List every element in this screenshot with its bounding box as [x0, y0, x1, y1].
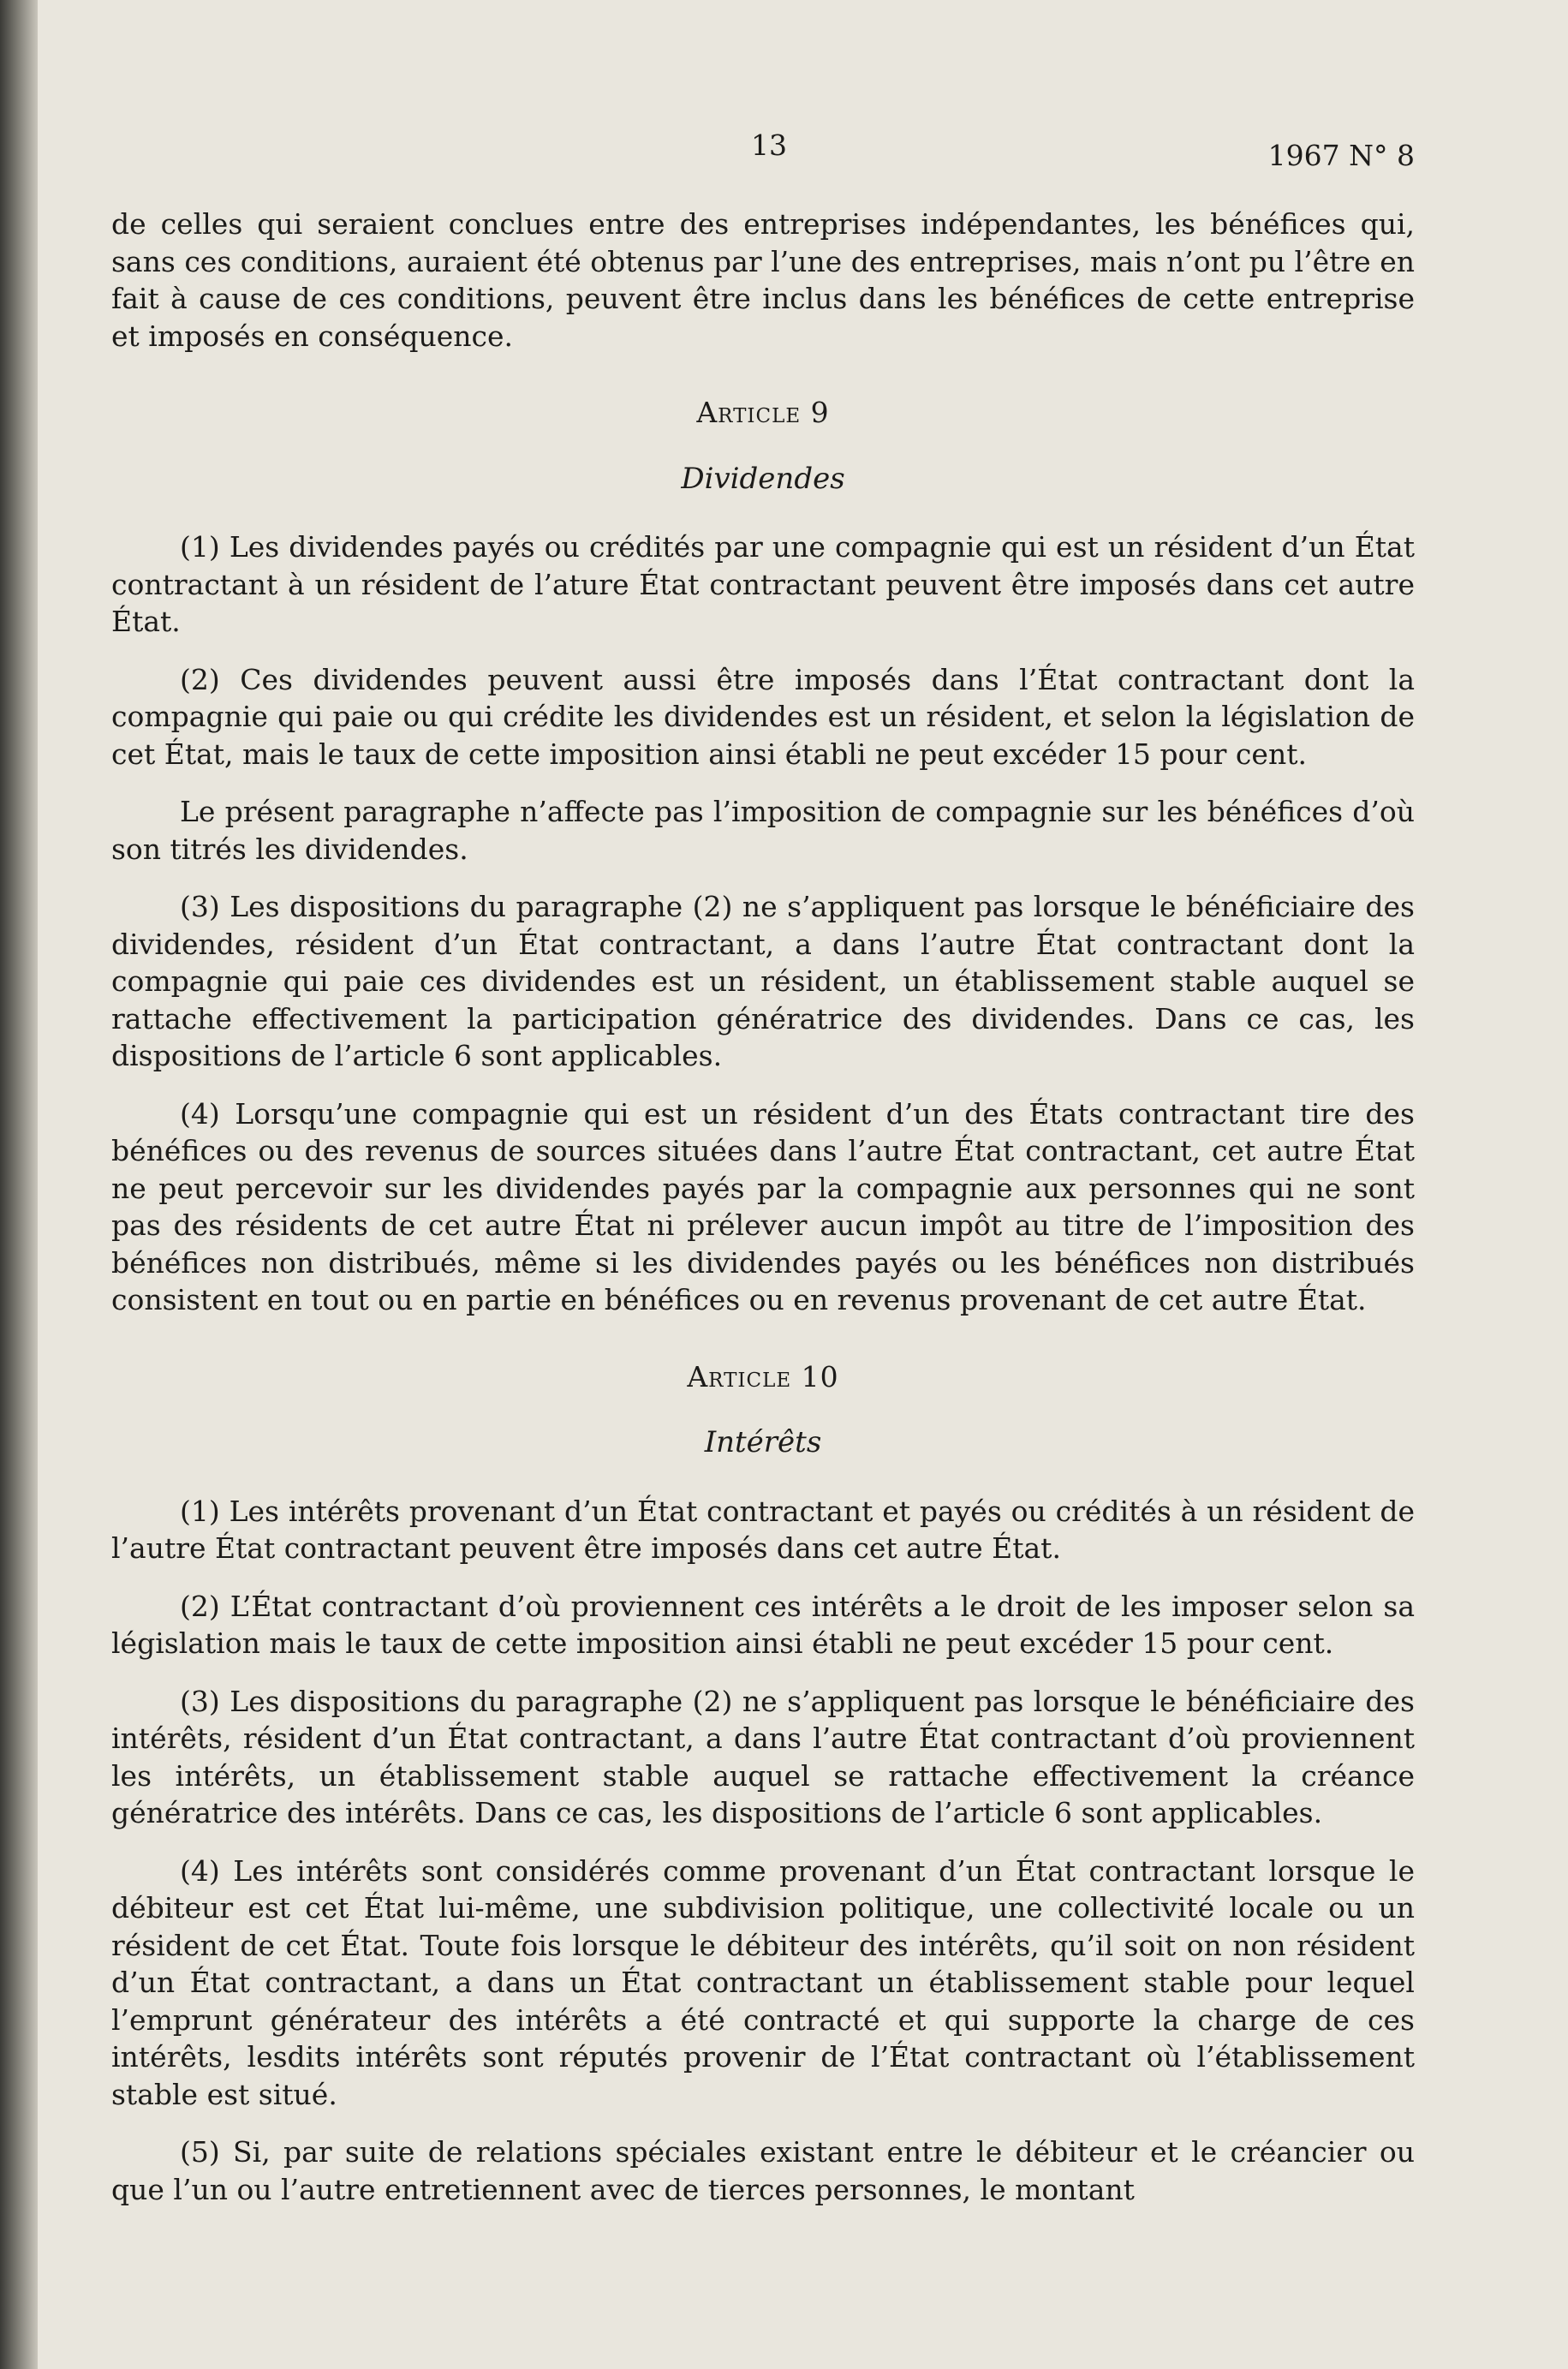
article-9-heading: Article 9 — [696, 396, 830, 429]
page-number: 13 — [751, 128, 787, 162]
opening-paragraph: de celles qui seraient conclues entre des entreprises indépendantes, les bénéfices qui, sans ces conditions, auraient été obtenus par l’une des entreprises, mais n’ont pu l’être en fait à cause de ces conditions, peuvent être inclus dans les bénéfices de cette entreprise et imposés en conséquence. — [111, 207, 1415, 353]
article-10-paragraph-1: (1) Les intérêts provenant d’un État contractant et payés ou crédités à un résident de l’autre État contractant peuvent être imposés dans cet autre État. — [111, 1494, 1415, 1565]
article-10-paragraph-2: (2) L’État contractant d’où proviennent ces intérêts a le droit de les imposer selon sa législation mais le taux de cette imposition ainsi établi ne peut excéder 15 pour cent. — [111, 1589, 1415, 1660]
article-9-paragraph-1: (1) Les dividendes payés ou crédités par une compagnie qui est un résident d’un État contractant à un résident de l’ature État contractant peuvent être imposés dans cet autre État. — [111, 530, 1415, 638]
article-10-paragraph-4: (4) Les intérêts sont considérés comme provenant d’un État contractant lorsque le débiteur est cet État lui-même, une subdivision politique, une collectivité locale ou un résident de cet État. Toute fois lorsque le débiteur des intérêts, qu’il soit on non résident d’un État contractant, a dans un État contractant un établissement stable pour lequel l’emprunt générateur des intérêts a été contracté et qui supporte la charge de ces intérêts, lesdits intérêts sont réputés provenir de l’État contractant où l’établissement stable est situé. — [111, 1853, 1415, 2111]
body-text — [111, 206, 1415, 2208]
article-9-paragraph-2-continuation: Le présent paragraphe n’affecte pas l’imposition de compagnie sur les bénéfices d’où son titrés les dividendes. — [111, 795, 1415, 866]
article-9-title: Dividendes — [681, 461, 845, 496]
document-page — [111, 128, 1415, 2229]
article-9-paragraph-2: (2) Ces dividendes peuvent aussi être imposés dans l’État contractant dont la compagnie qui paie ou qui crédite les dividendes est un résident, et selon la législation de cet État, mais le taux de cette imposition ainsi établi ne peut excéder 15 pour cent. — [111, 662, 1415, 771]
article-10-title: Intérêts — [704, 1425, 822, 1459]
book-binding-shadow — [0, 0, 38, 2369]
article-9-paragraph-3: (3) Les dispositions du paragraphe (2) ne s’appliquent pas lorsque le bénéficiaire des dividendes, résident d’un État contractant, a dans l’autre État contractant dont la compagnie qui paie ces dividendes est un résident, un établissement stable auquel se rattache effectivement la participation génératrice des dividendes. Dans ce cas, les dispositions de l’article 6 sont applicables. — [111, 890, 1415, 1072]
article-10-heading: Article 10 — [687, 1359, 839, 1393]
article-9-paragraph-4: (4) Lorsqu’une compagnie qui est un résident d’un des États contractant tire des bénéfices ou des revenus de sources situées dans l’autre État contractant, cet autre État ne peut percevoir sur les dividendes payés par la compagnie aux personnes qui ne sont pas des résidents de cet autre État ni prélever aucun impôt au titre de l’imposition des bénéfices non distribués, même si les dividendes payés ou les bénéfices non distribués consistent en tout ou en partie en bénéfices ou en revenus provenant de cet autre État. — [111, 1096, 1415, 1316]
article-10-paragraph-3: (3) Les dispositions du paragraphe (2) ne s’appliquent pas lorsque le bénéficiaire des intérêts, résident d’un État contractant, a dans l’autre État contractant d’où proviennent les intérêts, un établissement stable auquel se rattache effectivement la créance génératrice des intérêts. Dans ce cas, les dispositions de l’article 6 sont applicables. — [111, 1684, 1415, 1829]
article-10-paragraph-5: (5) Si, par suite de relations spéciales existant entre le débiteur et le créancier ou que l’un ou l’autre entretiennent avec de tierces personnes, le montant — [111, 2135, 1415, 2206]
statute-reference: 1967 N° 8 — [1267, 139, 1415, 172]
page-header — [111, 128, 1415, 206]
